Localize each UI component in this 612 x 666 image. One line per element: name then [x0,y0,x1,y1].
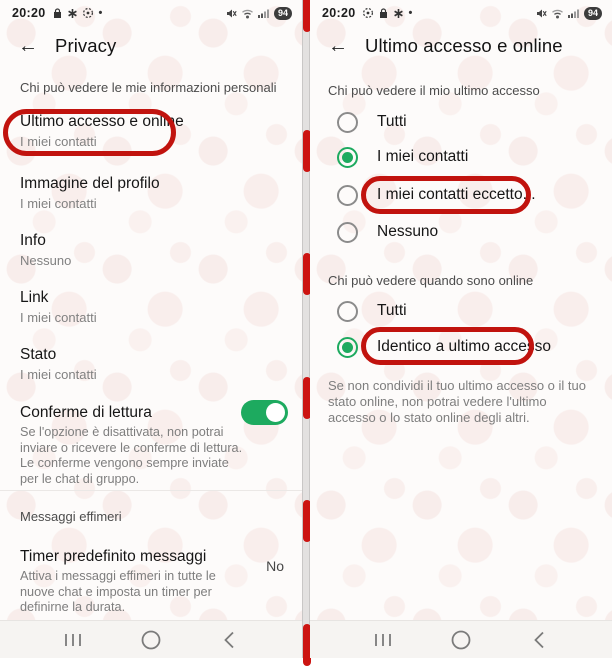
dot-icon: • [408,7,413,19]
back-arrow-icon[interactable]: ← [18,35,38,57]
read-receipts-toggle[interactable] [241,400,288,425]
bag-icon [52,8,63,19]
recents-button[interactable] [368,625,398,655]
option-online-everyone[interactable] [337,297,407,325]
status-bar [310,0,612,26]
wallpaper-gap [302,0,310,658]
item-value: Nessuno [20,253,72,268]
radio-selected-icon[interactable] [337,337,358,358]
option-lastseen-contacts-except[interactable] [337,181,536,209]
battery-indicator: 94 [274,7,292,20]
privacy-item-links[interactable] [20,288,270,326]
asterisk-icon [67,8,78,19]
signal-icon [258,8,270,19]
privacy-item-status[interactable] [20,345,270,383]
item-description: Attiva i messaggi effimeri in tutte le nuove chat e imposta un timer per definirne la durata. [20,569,216,615]
app-header [310,26,612,66]
section-header-ephemeral: Messaggi effimeri [20,509,122,524]
notification-icons [52,7,102,19]
status-bar [0,0,302,26]
item-title: Conferme di lettura [20,404,152,421]
radio-unselected-icon[interactable] [337,112,358,133]
option-online-same-as-last-seen[interactable] [337,333,551,361]
item-title: Ultimo accesso e online [20,113,184,130]
option-lastseen-my-contacts[interactable] [337,143,468,171]
radio-unselected-icon[interactable] [337,301,358,322]
item-value: I miei contatti [20,367,97,382]
back-arrow-icon[interactable]: ← [328,35,348,57]
item-title: Timer predefinito messaggi [20,548,207,565]
back-button[interactable] [524,625,554,655]
wifi-icon [551,8,564,19]
section-header-online: Chi può vedere quando sono online [328,273,534,288]
option-label: I miei contatti [377,148,469,165]
item-value: I miei contatti [20,134,97,149]
privacy-screen [0,0,302,658]
app-header [0,26,302,66]
timer-value: No [266,558,284,574]
mute-icon [535,8,547,19]
signal-icon [568,8,580,19]
last-seen-screen [310,0,612,658]
item-value: I miei contatti [20,310,97,325]
item-title: Info [20,232,46,249]
option-label: I miei contatti eccetto... [377,186,536,203]
notification-icons [362,7,412,19]
wifi-icon [241,8,254,19]
option-lastseen-nobody[interactable] [337,218,438,246]
clock: 20:20 [322,6,356,20]
screen-record-icon [82,7,94,19]
privacy-item-about[interactable] [20,231,270,269]
item-title: Immagine del profilo [20,175,160,192]
item-value: I miei contatti [20,196,97,211]
option-lastseen-everyone[interactable] [337,108,407,136]
system-icons [535,7,602,20]
screen-record-icon [362,7,374,19]
item-title: Link [20,289,49,306]
option-label: Nessuno [377,223,439,240]
default-timer-item[interactable] [20,547,250,616]
option-label: Tutti [377,113,407,130]
read-receipts-item[interactable] [20,403,248,487]
bag-icon [378,8,389,19]
system-icons [225,7,292,20]
privacy-footnote: Se non condividi il tuo ultimo accesso o il tuo stato online, non potrai vedere l'ultimo accesso o lo stato online degli altri. [328,378,586,425]
back-button[interactable] [214,625,244,655]
home-button[interactable] [446,625,476,655]
page-title: Privacy [55,35,117,56]
item-title: Stato [20,346,57,363]
item-description: Se l'opzione è disattivata, non potrai inviare o ricevere le conferme di lettura. Le conferme vengono sempre inviate per le chat di gruppo. [20,425,243,486]
option-label: Identico a ultimo accesso [377,338,552,355]
dot-icon: • [98,7,103,19]
clock: 20:20 [12,6,46,20]
asterisk-icon [393,8,404,19]
section-header-last-seen: Chi può vedere il mio ultimo accesso [328,83,540,98]
privacy-item-profile-photo[interactable] [20,174,270,212]
toggle-knob [266,403,285,422]
radio-selected-icon[interactable] [337,147,358,168]
home-button[interactable] [136,625,166,655]
section-header-personal-info: Chi può vedere le mie informazioni personali [20,80,277,95]
battery-indicator: 94 [584,7,602,20]
privacy-item-last-seen[interactable] [20,112,270,150]
android-nav-bar [310,620,612,658]
android-nav-bar [0,620,302,658]
mute-icon [225,8,237,19]
recents-button[interactable] [58,625,88,655]
page-title: Ultimo accesso e online [365,35,563,56]
radio-unselected-icon[interactable] [337,185,358,206]
radio-unselected-icon[interactable] [337,222,358,243]
section-divider [0,490,302,491]
option-label: Tutti [377,302,407,319]
